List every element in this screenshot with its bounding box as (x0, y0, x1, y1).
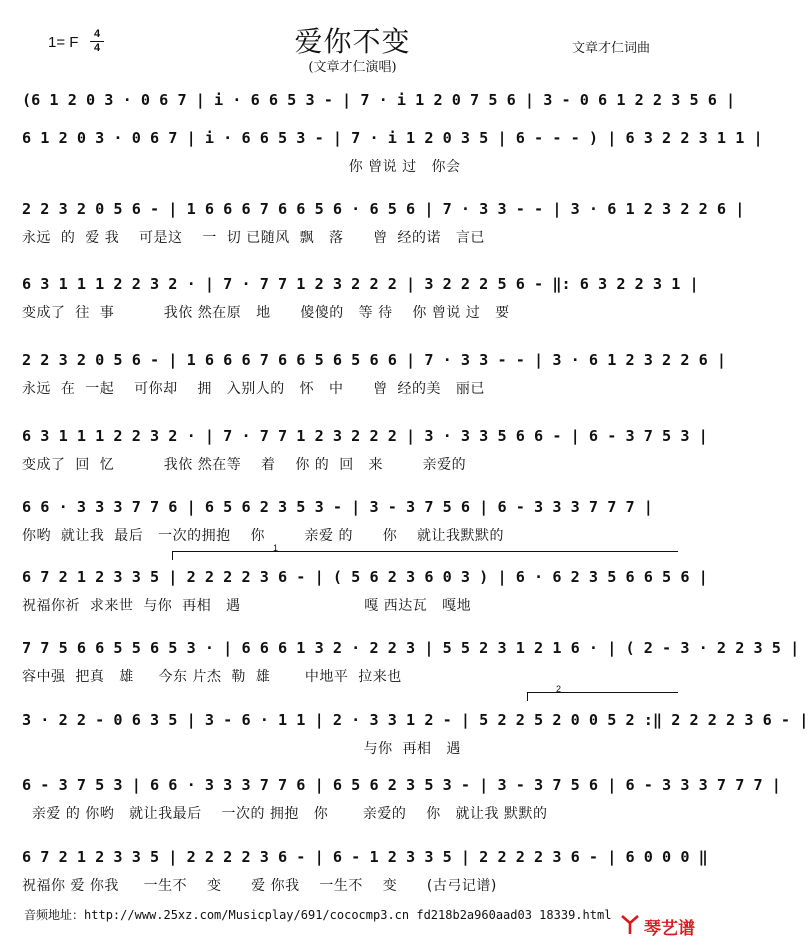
first-ending-number: 1 (273, 543, 279, 553)
notation-lyrics: 变成了 回 忆 我依 然在等 着 你 的 回 来 亲爱的 (22, 457, 467, 473)
notation-notes: 6 3 1 1 1 2 2 3 2 · | 7 · 7 7 1 2 3 2 2 2 | 3 2 2 2 5 6 - ‖: 6 3 2 2 3 1 | (22, 275, 699, 293)
notation-notes: 2 2 3 2 0 5 6 - | 1 6 6 6 7 6 6 5 6 · 6 5 6 | 7 · 3 3 - - | 3 · 6 1 2 3 2 2 6 | (22, 200, 745, 218)
time-signature-bottom: 4 (93, 42, 101, 54)
notation-lyrics: 与你 再相 遇 (22, 741, 461, 757)
audio-address-label: 音频地址： (24, 908, 85, 922)
song-title: 爱你不变 (294, 25, 411, 58)
notation-notes: (6 1 2 0 3 · 0 6 7 | i · 6 6 5 3 - | 7 · i 1 2 0 7 5 6 | 3 - 0 6 1 2 2 3 5 6 | (22, 91, 736, 109)
notation-notes: 2 2 3 2 0 5 6 - | 1 6 6 6 7 6 6 5 6 5 6 6 | 7 · 3 3 - - | 3 · 6 1 2 3 2 2 6 | (22, 351, 727, 369)
time-signature-top: 4 (93, 28, 101, 40)
notation-lyrics: 祝福你祈 求来世 与你 再相 遇 嘎 西达瓦 嘎地 (22, 598, 472, 614)
performer-note: (文章才仁演唱) (308, 60, 397, 75)
key-signature: 1= F (48, 34, 79, 51)
audio-address-link[interactable]: http://www.25xz.com/Musicplay/691/cococmp3.cn fd218b2a960aad03 18339.html (84, 908, 612, 922)
notation-lyrics: 变成了 往 事 我依 然在原 地 傻傻的 等 待 你 曾说 过 要 (22, 305, 510, 321)
second-ending-number: 2 (556, 684, 562, 694)
composer-credit: 文章才仁词曲 (572, 41, 651, 56)
notation-lyrics: 你哟 就让我 最后 一次的拥抱 你 亲爱 的 你 就让我默默的 (22, 528, 505, 544)
notation-notes: 3 · 2 2 - 0 6 3 5 | 3 - 6 · 1 1 | 2 · 3 3 1 2 - | 5 2 2 5 2 0 0 5 2 :‖ 2 2 2 2 3 6 - | (22, 711, 808, 729)
notation-lyrics: 永远 在 一起 可你却 拥 入别人的 怀 中 曾 经的美 丽已 (22, 381, 485, 397)
notation-lyrics: 永远 的 爱 我 可是这 一 切 已随风 飘 落 曾 经的诺 言已 (22, 230, 485, 246)
notation-notes: 7 7 5 6 6 5 5 6 5 3 · | 6 6 6 1 3 2 · 2 2 3 | 5 5 2 3 1 2 1 6 · | ( 2 - 3 · 2 2 3 5 | (22, 639, 800, 657)
notation-notes: 6 6 · 3 3 3 7 7 6 | 6 5 6 2 3 5 3 - | 3 - 3 7 5 6 | 6 - 3 3 3 7 7 7 | (22, 498, 653, 516)
audio-address (24, 906, 611, 923)
first-ending-bracket (172, 543, 678, 560)
logo-text: 琴艺谱 (644, 919, 695, 939)
site-logo[interactable] (620, 912, 698, 940)
notation-lyrics: 亲爱 的 你哟 就让我最后 一次的 拥抱 你 亲爱的 你 就让我 默默的 (22, 806, 548, 822)
notation-notes: 6 1 2 0 3 · 0 6 7 | i · 6 6 5 3 - | 7 · i 1 2 0 3 5 | 6 - - - ) | 6 3 2 2 3 1 1 | (22, 129, 763, 147)
notation-notes: 6 7 2 1 2 3 3 5 | 2 2 2 2 3 6 - | ( 5 6 2 3 6 0 3 ) | 6 · 6 2 3 5 6 6 5 6 | (22, 568, 708, 586)
logo-mark-icon (620, 914, 640, 936)
notation-lyrics: 容中强 把真 雄 今东 片杰 勒 雄 中地平 拉来也 (22, 669, 402, 685)
notation-lyrics: 你 曾说 过 你会 (22, 159, 461, 175)
notation-notes: 6 3 1 1 1 2 2 3 2 · | 7 · 7 7 1 2 3 2 2 2 | 3 · 3 3 5 6 6 - | 6 - 3 7 5 3 | (22, 427, 708, 445)
notation-lyrics: 祝福你 爱 你我 一生不 变 爱 你我 一生不 变 (古弓记谱) (22, 878, 497, 894)
second-ending-bracket (527, 684, 678, 701)
notation-notes: 6 7 2 1 2 3 3 5 | 2 2 2 2 3 6 - | 6 - 1 2 3 3 5 | 2 2 2 2 3 6 - | 6 0 0 0 ‖ (22, 848, 708, 866)
notation-notes: 6 - 3 7 5 3 | 6 6 · 3 3 3 7 7 6 | 6 5 6 2 3 5 3 - | 3 - 3 7 5 6 | 6 - 3 3 3 7 7 7 | (22, 776, 781, 794)
